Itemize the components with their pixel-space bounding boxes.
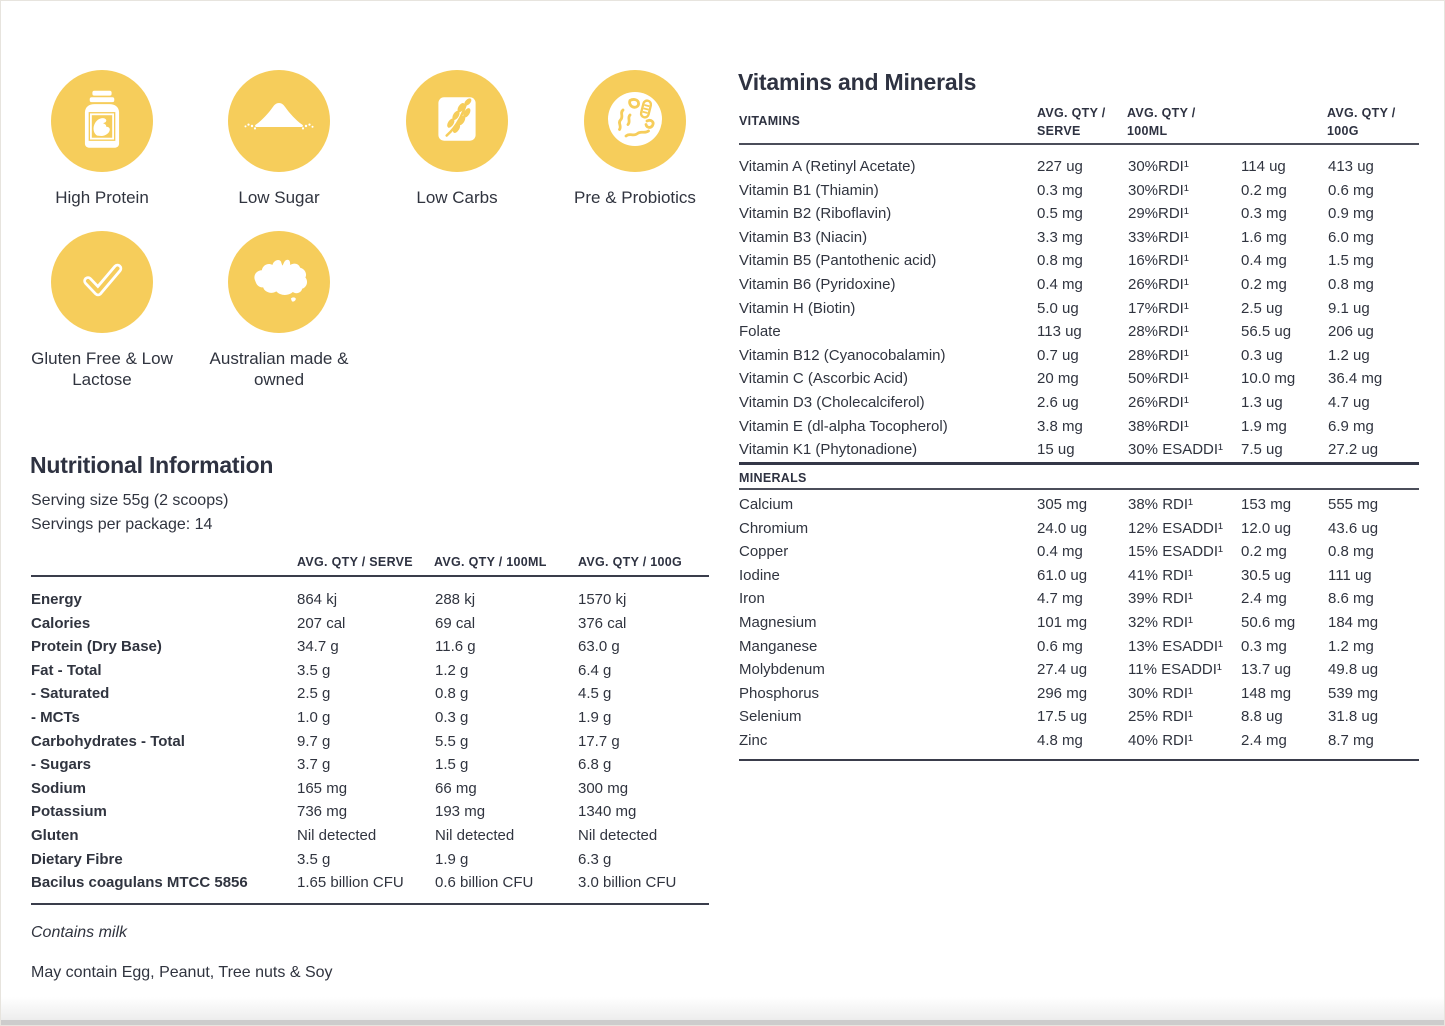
nutrition-row (31, 588, 709, 612)
nutrition-row-per_100ml: Nil detected (435, 826, 515, 844)
vitamin-row-rdi: 50%RDI¹ (1128, 370, 1189, 388)
nutrition-row-per_100ml: 11.6 g (435, 638, 476, 656)
vitamin-row-serve: 0.5 mg (1037, 205, 1083, 223)
badge-pre-probiotics (545, 70, 725, 209)
minerals-header-label: MINERALS (739, 471, 807, 485)
vitamin-row-per_100g: 36.4 mg (1328, 370, 1383, 388)
nutrition-row-serve: 3.5 g (297, 661, 331, 679)
vitamin-row-serve: 15 ug (1037, 441, 1075, 459)
vitamin-row-serve: 5.0 ug (1037, 299, 1079, 317)
vitamin-row-per_100ml: 0.2 mg (1241, 181, 1287, 199)
vitamin-row-per_100g: 9.1 ug (1328, 299, 1370, 317)
mineral-row-per_100g: 8.6 mg (1328, 590, 1374, 608)
nutrition-bottom-divider (31, 903, 709, 905)
vitamin-row (739, 202, 1419, 226)
mineral-row-serve: 0.6 mg (1037, 637, 1083, 655)
vitamin-row-label: Vitamin B12 (Cyanocobalamin) (739, 346, 946, 364)
mineral-row-per_100ml: 30.5 ug (1241, 566, 1292, 584)
vitamin-row-per_100ml: 0.2 mg (1241, 275, 1287, 293)
vitamin-row-serve: 3.8 mg (1037, 417, 1083, 435)
vitamin-row-per_100g: 4.7 ug (1328, 393, 1370, 411)
nutrition-row-serve: 3.7 g (297, 756, 331, 774)
nutrition-row (31, 635, 709, 659)
vitamin-row-rdi: 28%RDI¹ (1128, 346, 1189, 364)
mineral-row (739, 517, 1419, 541)
mineral-row (739, 729, 1419, 753)
vitamin-row (739, 249, 1419, 273)
nutrition-row-serve: 1.0 g (297, 708, 331, 726)
nutrition-row (31, 682, 709, 706)
nutrition-row-per_100g: 63.0 g (578, 638, 620, 656)
nutrition-row-per_100g: 1570 kj (578, 591, 627, 608)
nutrition-row-label: Protein (Dry Base) (31, 638, 162, 656)
mineral-row-per_100ml: 0.2 mg (1241, 543, 1287, 561)
mineral-row-rdi: 40% RDI¹ (1128, 731, 1194, 749)
mineral-row-label: Iodine (739, 566, 780, 584)
badge-label: Gluten Free & Low Lactose (31, 349, 173, 389)
vitamin-row-rdi: 30%RDI¹ (1128, 158, 1189, 175)
nutrition-row-serve: 165 mg (297, 779, 348, 797)
mineral-rows (739, 493, 1419, 753)
mineral-row-label: Manganese (739, 637, 818, 655)
mineral-row-per_100ml: 148 mg (1241, 684, 1292, 702)
mineral-row-serve: 101 mg (1037, 613, 1088, 631)
nutrition-row-per_100ml: 1.2 g (435, 661, 469, 679)
vitamin-row-per_100g: 0.6 mg (1328, 181, 1374, 199)
vitamin-row (739, 226, 1419, 250)
nutrition-row (31, 612, 709, 636)
mineral-row (739, 658, 1419, 682)
nutrition-row-per_100g: 6.4 g (578, 661, 612, 679)
nutrition-row-label: - Saturated (31, 685, 110, 703)
nutrition-row-per_100g: 300 mg (578, 779, 629, 797)
vitamin-row-rdi: 16%RDI¹ (1128, 252, 1189, 270)
vitamin-row-label: Vitamin B6 (Pyridoxine) (739, 275, 896, 293)
vitamin-row (739, 273, 1419, 297)
mineral-row-rdi: 12% ESADDI¹ (1128, 519, 1224, 537)
mineral-row-serve: 4.8 mg (1037, 731, 1083, 749)
mineral-row-per_100g: 184 mg (1328, 613, 1379, 631)
nutrition-row-serve: 207 cal (297, 614, 346, 632)
vitamin-row-per_100ml: 0.4 mg (1241, 252, 1287, 270)
vitamin-row-rdi: 33%RDI¹ (1128, 228, 1189, 246)
nutrition-row-per_100ml: 0.6 billion CFU (435, 874, 534, 892)
vitamin-row-per_100g: 27.2 ug (1328, 441, 1379, 459)
vitamin-row-label: Vitamin B3 (Niacin) (739, 228, 868, 246)
vitamin-row (739, 391, 1419, 415)
mineral-row-label: Selenium (739, 708, 802, 726)
mineral-row-label: Copper (739, 543, 789, 561)
serving-size-text: Serving size 55g (2 scoops) (31, 492, 229, 509)
nutrition-row-serve: 9.7 g (297, 732, 331, 750)
vitamin-row-serve: 113 ug (1037, 323, 1082, 341)
nutrition-row-serve: 736 mg (297, 803, 348, 821)
contains-text: Contains milk (31, 924, 128, 941)
badge-label: Low Sugar (238, 188, 320, 207)
vitamin-row-label: Vitamin D3 (Cholecalciferol) (739, 393, 925, 411)
mineral-row-label: Zinc (739, 731, 768, 749)
nutrition-row (31, 824, 709, 848)
minerals-top-divider (739, 462, 1419, 465)
mineral-row (739, 587, 1419, 611)
badge-gluten-free (12, 231, 192, 390)
mineral-row (739, 682, 1419, 706)
nutrition-rows (31, 588, 709, 895)
vitamin-row-serve: 0.7 ug (1037, 346, 1079, 364)
nutrition-row-per_100ml: 0.3 g (435, 708, 469, 726)
nutrition-row-per_100g: 3.0 billion CFU (578, 874, 677, 892)
nutrition-row (31, 848, 709, 872)
vitamin-row-per_100g: 1.2 ug (1328, 346, 1370, 364)
vm-col-100g: AVG. QTY / 100G (1327, 106, 1396, 138)
bottom-edge (1, 1020, 1444, 1025)
vitamin-row-label: Vitamin A (Retinyl Acetate) (739, 158, 916, 175)
mineral-row-serve: 27.4 ug (1037, 661, 1088, 679)
vitamin-row (739, 320, 1419, 344)
nutrition-row-label: Dietary Fibre (31, 850, 123, 868)
mineral-row-per_100g: 0.8 mg (1328, 543, 1374, 561)
nutrition-row-per_100ml: 1.5 g (435, 756, 469, 774)
vitamin-row-per_100ml: 7.5 ug (1241, 441, 1283, 459)
mineral-row-label: Magnesium (739, 613, 817, 631)
nutrition-row-serve: 34.7 g (297, 638, 339, 656)
mineral-row-per_100ml: 8.8 ug (1241, 708, 1283, 726)
vitamin-row-rdi: 28%RDI¹ (1128, 323, 1189, 341)
vitamin-row-serve: 20 mg (1037, 370, 1079, 388)
mineral-row-rdi: 11% ESADDI¹ (1128, 661, 1222, 679)
vitamin-row-serve: 0.4 mg (1037, 275, 1083, 293)
nutrition-row-serve: 1.65 billion CFU (297, 874, 404, 892)
nutrition-row-per_100ml: 69 cal (435, 614, 476, 632)
nutrition-row-label: - Sugars (31, 756, 92, 774)
vitamin-row-label: Vitamin B2 (Riboflavin) (739, 205, 892, 223)
nutrition-row-per_100g: 1.9 g (578, 708, 612, 726)
nutrition-row-serve: 864 kj (297, 591, 338, 608)
mineral-row-rdi: 41% RDI¹ (1128, 566, 1194, 584)
mineral-row-serve: 17.5 ug (1037, 708, 1088, 726)
nutrition-row-serve: Nil detected (297, 826, 377, 844)
vitamin-row-per_100g: 6.9 mg (1328, 417, 1374, 435)
vitamin-row-per_100ml: 0.3 ug (1241, 346, 1283, 364)
bacteria-icon (600, 84, 670, 159)
badge-label: High Protein (55, 188, 149, 207)
servings-per-package-text: Servings per package: 14 (31, 516, 213, 533)
mineral-row-per_100g: 1.2 mg (1328, 637, 1374, 655)
nutrition-row-per_100g: 1340 mg (578, 803, 637, 821)
mineral-row (739, 611, 1419, 635)
vitamin-rows (739, 155, 1419, 462)
vitamins-header-label: VITAMINS (739, 114, 801, 128)
minerals-header-divider (739, 488, 1419, 490)
vitamin-row-serve: 0.3 mg (1037, 181, 1083, 199)
nutrition-row (31, 730, 709, 754)
nutrition-col-100g: AVG. QTY / 100G (578, 555, 683, 569)
nutrition-row-per_100g: Nil detected (578, 826, 658, 844)
nutrition-row-per_100g: 17.7 g (578, 732, 620, 750)
vm-col-serve: AVG. QTY / SERVE (1037, 106, 1106, 138)
nutrition-title: Nutritional Information (30, 452, 274, 478)
nutrition-col-100ml: AVG. QTY / 100ML (434, 555, 547, 569)
nutrition-row-label: Potassium (31, 803, 107, 821)
mineral-row-rdi: 25% RDI¹ (1128, 708, 1194, 726)
mineral-row-rdi: 38% RDI¹ (1128, 496, 1194, 513)
nutrition-row-serve: 3.5 g (297, 850, 331, 868)
nutrition-row-label: Sodium (31, 779, 86, 797)
mineral-row-per_100ml: 2.4 mg (1241, 590, 1287, 608)
vitamin-row-rdi: 38%RDI¹ (1128, 417, 1189, 435)
nutrition-row-label: Energy (31, 591, 82, 608)
vitamin-row (739, 344, 1419, 368)
mineral-row-per_100ml: 50.6 mg (1241, 613, 1296, 631)
vitamin-row-per_100ml: 1.9 mg (1241, 417, 1287, 435)
vitamin-row-per_100g: 413 ug (1328, 158, 1374, 175)
vitamin-row-rdi: 26%RDI¹ (1128, 393, 1189, 411)
nutrition-row-per_100ml: 5.5 g (435, 732, 469, 750)
badge-low-carbs (367, 70, 547, 209)
mineral-row-serve: 61.0 ug (1037, 566, 1088, 584)
vitamin-row-rdi: 30% ESADDI¹ (1128, 441, 1224, 459)
vitamin-row-per_100ml: 114 ug (1241, 158, 1286, 175)
vitamin-row-per_100g: 6.0 mg (1328, 228, 1374, 246)
nutrition-row-label: Calories (31, 614, 91, 632)
nutrition-row-label: Bacilus coagulans MTCC 5856 (31, 874, 248, 892)
mineral-row-rdi: 32% RDI¹ (1128, 613, 1194, 631)
nutrition-row (31, 800, 709, 824)
vitamin-row-serve: 227 ug (1037, 158, 1083, 175)
mineral-row-label: Molybdenum (739, 661, 825, 679)
mineral-row (739, 540, 1419, 564)
sugar-pile-icon (239, 79, 319, 164)
badge-circle (51, 231, 153, 333)
nutrition-row-per_100g: 4.5 g (578, 685, 612, 703)
mineral-row-rdi: 15% ESADDI¹ (1128, 543, 1224, 561)
checkmark-icon (72, 250, 132, 315)
nutrition-row-label: Carbohydrates - Total (31, 732, 185, 750)
wheat-grain-icon (426, 88, 488, 155)
vitamin-row-per_100ml: 1.6 mg (1241, 228, 1287, 246)
vitamin-row-per_100ml: 1.3 ug (1241, 393, 1283, 411)
nutrition-row-per_100g: 376 cal (578, 614, 627, 632)
mineral-row-label: Chromium (739, 519, 809, 537)
vitamin-row (739, 438, 1419, 462)
vm-header-divider (739, 143, 1419, 145)
badge-label: Australian made & owned (209, 349, 349, 389)
mineral-row (739, 635, 1419, 659)
nutrition-row-label: Gluten (31, 826, 79, 844)
nutrition-row-per_100g: 6.8 g (578, 756, 612, 774)
vitamin-row (739, 415, 1419, 439)
nutrition-row-per_100ml: 1.9 g (435, 850, 469, 868)
mineral-row-per_100g: 43.6 ug (1328, 519, 1379, 537)
badge-circle (406, 70, 508, 172)
mineral-row-per_100ml: 12.0 ug (1241, 519, 1292, 537)
mineral-row (739, 493, 1419, 517)
badge-label: Low Carbs (416, 188, 498, 207)
mineral-row-serve: 4.7 mg (1037, 590, 1083, 608)
mineral-row-per_100g: 31.8 ug (1328, 708, 1379, 726)
vitamin-row-rdi: 17%RDI¹ (1128, 299, 1189, 317)
mineral-row (739, 564, 1419, 588)
vm-col-100ml: AVG. QTY / 100ML (1127, 106, 1196, 138)
mineral-row-serve: 305 mg (1037, 496, 1088, 513)
nutrition-row (31, 871, 709, 895)
nutrition-row (31, 777, 709, 801)
vitamin-row-rdi: 30%RDI¹ (1128, 181, 1189, 199)
mineral-row-serve: 296 mg (1037, 684, 1088, 702)
nutrition-row-per_100ml: 193 mg (435, 803, 486, 821)
vitamin-row-label: Vitamin B5 (Pantothenic acid) (739, 252, 937, 270)
mineral-row-per_100g: 49.8 ug (1328, 661, 1379, 679)
vitamin-row-label: Vitamin B1 (Thiamin) (739, 181, 879, 199)
nutrition-row-per_100ml: 0.8 g (435, 685, 469, 703)
mineral-row-rdi: 39% RDI¹ (1128, 590, 1194, 608)
vitamin-row-serve: 3.3 mg (1037, 228, 1083, 246)
vitamin-row-per_100ml: 56.5 ug (1241, 323, 1292, 341)
mineral-row-serve: 24.0 ug (1037, 519, 1088, 537)
nutrition-row-per_100ml: 288 kj (435, 591, 476, 608)
badge-circle (228, 70, 330, 172)
nutrition-row (31, 753, 709, 777)
vitamin-row-label: Vitamin K1 (Phytonadione) (739, 441, 918, 459)
vitamin-row-serve: 0.8 mg (1037, 252, 1083, 270)
vitamin-row (739, 297, 1419, 321)
nutrition-col-serve: AVG. QTY / SERVE (297, 555, 413, 569)
vitamin-row-per_100ml: 0.3 mg (1241, 205, 1287, 223)
vitamin-row-per_100ml: 2.5 ug (1241, 299, 1283, 317)
mineral-row-per_100g: 8.7 mg (1328, 731, 1374, 749)
badge-australian-made (189, 231, 369, 390)
nutrition-row-serve: 2.5 g (297, 685, 331, 703)
badge-label: Pre & Probiotics (574, 188, 696, 207)
badge-circle (51, 70, 153, 172)
vitamin-row-per_100g: 0.8 mg (1328, 275, 1374, 293)
australia-map-icon (246, 253, 312, 311)
mineral-row-serve: 0.4 mg (1037, 543, 1083, 561)
mineral-row-rdi: 13% ESADDI¹ (1128, 637, 1224, 655)
mineral-row-per_100ml: 13.7 ug (1241, 661, 1292, 679)
badge-circle (584, 70, 686, 172)
may-contain-text: May contain Egg, Peanut, Tree nuts & Soy (31, 964, 333, 981)
vitamin-row-label: Folate (739, 323, 781, 341)
mineral-row-rdi: 30% RDI¹ (1128, 684, 1194, 702)
vitamins-minerals-title: Vitamins and Minerals (738, 69, 977, 95)
nutrition-row (31, 659, 709, 683)
vitamin-row-rdi: 26%RDI¹ (1128, 275, 1189, 293)
protein-jar-icon (70, 87, 134, 156)
mineral-row-per_100ml: 2.4 mg (1241, 731, 1287, 749)
mineral-row-per_100g: 111 ug (1328, 566, 1372, 584)
nutrition-row-per_100ml: 66 mg (435, 779, 477, 797)
mineral-row-label: Iron (739, 590, 765, 608)
nutrition-header-divider (31, 575, 709, 577)
vitamin-row (739, 367, 1419, 391)
vitamin-row-label: Vitamin H (Biotin) (739, 299, 856, 317)
mineral-row (739, 705, 1419, 729)
nutrition-row-label: - MCTs (31, 708, 80, 726)
mineral-row-label: Phosphorus (739, 684, 820, 702)
vitamin-row-per_100g: 1.5 mg (1328, 252, 1374, 270)
nutrition-row-label: Fat - Total (31, 661, 102, 679)
badge-high-protein (12, 70, 192, 209)
vitamin-row-per_100g: 0.9 mg (1328, 205, 1374, 223)
mineral-row-per_100g: 555 mg (1328, 496, 1379, 513)
badge-low-sugar (189, 70, 369, 209)
badge-circle (228, 231, 330, 333)
vitamin-row (739, 155, 1419, 179)
nutrition-row-per_100g: 6.3 g (578, 850, 612, 868)
mineral-row-label: Calcium (739, 496, 794, 513)
vitamin-row-serve: 2.6 ug (1037, 393, 1079, 411)
vitamin-row (739, 179, 1419, 203)
vitamin-row-label: Vitamin C (Ascorbic Acid) (739, 370, 908, 388)
vitamin-row-per_100g: 206 ug (1328, 323, 1374, 341)
mineral-row-per_100ml: 0.3 mg (1241, 637, 1287, 655)
mineral-row-per_100g: 539 mg (1328, 684, 1379, 702)
vm-bottom-divider (739, 759, 1419, 761)
vitamin-row-label: Vitamin E (dl-alpha Tocopherol) (739, 417, 948, 435)
vitamin-row-rdi: 29%RDI¹ (1128, 205, 1189, 223)
mineral-row-per_100ml: 153 mg (1241, 496, 1292, 513)
nutrition-row (31, 706, 709, 730)
vitamin-row-per_100ml: 10.0 mg (1241, 370, 1296, 388)
